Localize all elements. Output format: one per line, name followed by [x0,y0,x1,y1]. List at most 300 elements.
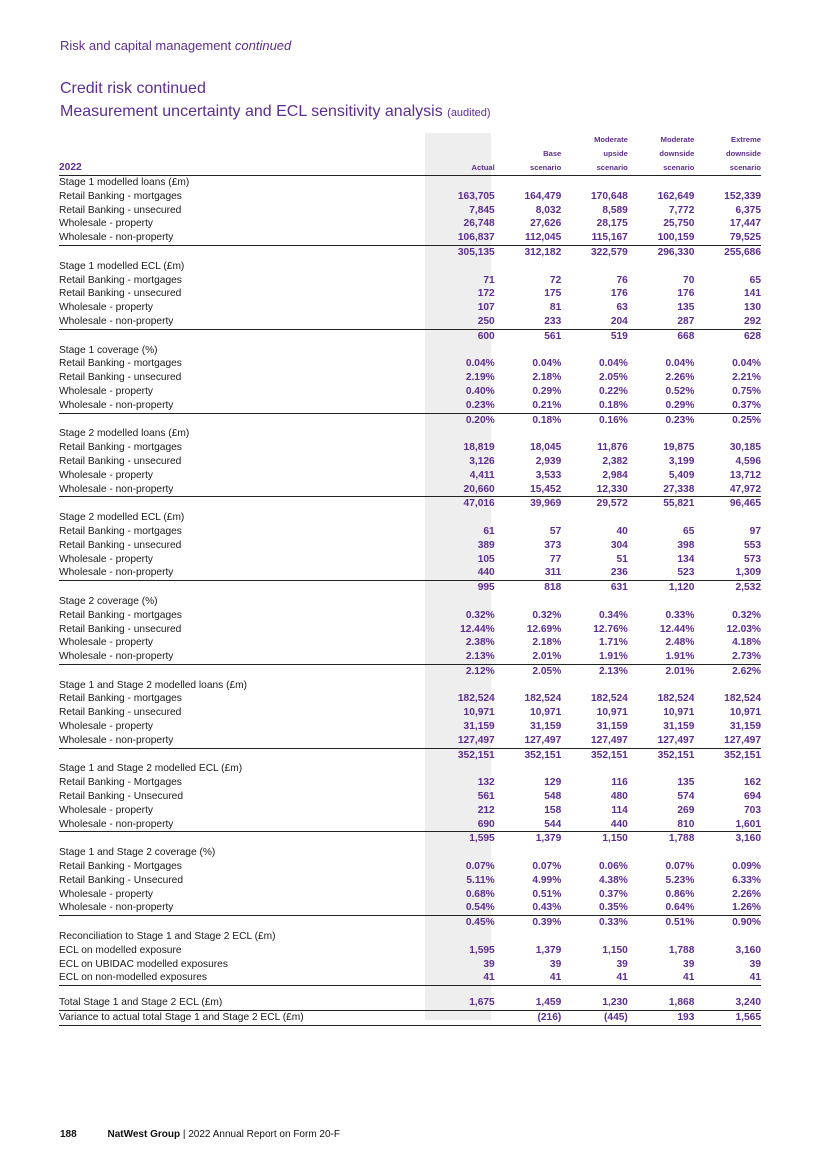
value-cell: 39 [483,958,495,970]
table-row [59,217,761,231]
table-row [59,525,761,539]
value-cell: 373 [544,539,562,551]
subtotal-cell: 0.39% [532,917,562,929]
empty-cell [694,427,761,441]
value-cell: 27,338 [628,483,695,497]
table-row [59,231,761,245]
value-cell: 311 [495,566,562,580]
subtotal-cell: 39,969 [530,498,562,510]
value-cell: 0.21% [495,399,562,413]
group-title-row [59,846,761,860]
subtotal-cell: 352,151 [591,749,628,761]
value-cell: 97 [749,525,761,537]
table-row [59,274,761,288]
subtotal-cell: 2,532 [735,582,761,594]
variance-cell: 193 [628,1011,695,1026]
reconciliation-row [59,944,761,958]
value-cell: 162 [744,777,761,789]
value-cell: 26,748 [463,218,495,230]
value-cell: 3,126 [469,455,495,467]
spacer-cell [428,986,495,997]
group-title: Stage 1 coverage (%) [59,344,158,356]
row-label: Retail Banking - mortgages [59,525,182,537]
value-cell: 0.29% [532,385,562,397]
value-cell: 127,497 [561,734,628,748]
row-label: Wholesale - non-property [59,231,428,245]
empty-cell [561,344,628,358]
subtotal-cell: 2.12% [465,665,495,677]
empty-cell [495,344,562,358]
value-cell: 4,411 [469,469,495,481]
subtotal-cell: 0.18% [532,414,562,426]
table-row [59,804,761,818]
value-cell: 7,845 [469,204,495,216]
subtotal-cell: 305,135 [457,246,495,258]
row-label: Wholesale - property [59,469,153,481]
empty-cell [495,427,562,441]
value-cell: 11,876 [597,442,628,454]
empty-cell [428,846,495,860]
value-cell: 39 [616,958,628,970]
value-cell: 0.86% [665,888,695,900]
table-row [59,455,761,469]
group-title: Stage 1 and Stage 2 modelled ECL (£m) [59,763,243,775]
table-row [59,776,761,790]
value-cell: 6.33% [732,874,761,886]
col-header-line2 [428,147,495,161]
group-title: Stage 1 modelled ECL (£m) [59,260,185,272]
empty-cell [428,260,495,274]
subtotal-row [59,413,761,427]
value-cell: 694 [744,791,761,803]
value-cell: 172 [477,288,495,300]
value-cell: 130 [744,302,761,314]
value-cell: 5,409 [668,469,695,481]
value-cell: 182,524 [457,693,495,705]
page-subtitle: Measurement uncertainty and ECL sensitivity analysis (audited) [60,103,491,120]
value-cell: 287 [628,315,695,329]
value-cell: 12.44% [659,623,695,635]
variance-cell: 1,565 [694,1011,761,1026]
value-cell: 2.01% [495,650,562,664]
value-cell: 57 [549,525,562,537]
spacer-cell [628,986,695,997]
value-cell: 40 [616,525,628,537]
value-cell: 0.23% [428,399,495,413]
variance-row [59,1011,761,1026]
value-cell: 18,045 [530,442,562,454]
subtotal-label [59,832,428,846]
value-cell: 107 [477,302,495,314]
empty-cell [495,511,562,525]
subtotal-label [59,413,428,427]
value-cell: 1,309 [694,566,761,580]
spacer-cell [495,986,562,997]
subtotal-cell: 1,150 [602,833,628,845]
row-label: Retail Banking - unsecured [59,204,182,216]
page-title: Credit risk continued [60,80,206,97]
group-title: Stage 1 modelled loans (£m) [59,177,190,188]
empty-cell [628,595,695,609]
subtotal-row [59,748,761,762]
value-cell: 1.26% [694,901,761,915]
group-title: Stage 2 modelled loans (£m) [59,428,190,440]
group-title-row [59,176,761,190]
subtotal-cell: 1,120 [668,582,695,594]
value-cell: 10,971 [729,707,761,719]
value-cell: 182,524 [724,693,761,705]
row-label: Wholesale - property [59,302,153,314]
value-cell: 135 [677,777,695,789]
row-label: Retail Banking - Mortgages [59,777,182,789]
empty-cell [428,427,495,441]
row-label: Wholesale - property [59,553,153,565]
audited-tag: (audited) [447,107,491,119]
value-cell: 3,199 [668,455,695,467]
value-cell: 182,524 [524,693,562,705]
col-header-line3: scenario [495,161,562,176]
subtotal-cell: 352,151 [657,749,695,761]
subtotal-cell: 0.23% [665,414,695,426]
empty-cell [628,427,695,441]
value-cell: 175 [544,288,562,300]
table-row [59,301,761,315]
empty-cell [694,176,761,190]
table-row [59,566,761,580]
value-cell: 0.37% [598,888,628,900]
value-cell: 31,159 [663,721,695,733]
spacer-row [59,986,761,997]
value-cell: 292 [694,315,761,329]
table-row [59,720,761,734]
empty-cell [561,176,628,190]
subtotal-cell: 29,572 [596,498,628,510]
subtotal-cell: 55,821 [663,498,695,510]
value-cell: 574 [677,791,695,803]
total-ecl-cell: 1,868 [628,996,695,1010]
value-cell: 8,589 [602,204,628,216]
value-cell: 164,479 [524,190,562,202]
value-cell: 0.37% [694,399,761,413]
value-cell: 3,533 [535,469,562,481]
row-label: Wholesale - property [59,888,153,900]
value-cell: 63 [616,302,628,314]
reconciliation-row [59,971,761,985]
empty-cell [628,679,695,693]
value-cell: 398 [677,539,695,551]
value-cell: 31,159 [463,721,495,733]
value-cell: 2.26% [665,372,695,384]
value-cell: 51 [616,553,628,565]
table-year: 2022 [59,161,428,176]
row-label: Retail Banking - mortgages [59,274,182,286]
table-row [59,539,761,553]
empty-cell [694,930,761,944]
value-cell: 116 [611,777,628,789]
value-cell: 77 [549,553,562,565]
spacer-cell [561,986,628,997]
subtotal-cell: 1,595 [469,833,495,845]
table-row [59,818,761,832]
subtotal-row [59,832,761,846]
value-cell: 135 [677,302,695,314]
value-cell: 0.07% [532,861,562,873]
value-cell: 0.33% [665,609,695,621]
row-label: Wholesale - property [59,804,153,816]
subtotal-cell: 818 [544,582,562,594]
empty-cell [561,846,628,860]
value-cell: 0.04% [598,358,628,370]
table-row [59,483,761,497]
variance-cell: (216) [495,1011,562,1026]
value-cell: 47,972 [694,483,761,497]
value-cell: 41 [428,971,495,985]
value-cell: 114 [611,804,628,816]
value-cell: 8,032 [535,204,562,216]
table-row [59,553,761,567]
empty-cell [628,260,695,274]
value-cell: 0.04% [665,358,695,370]
value-cell: 0.06% [598,861,628,873]
group-title-row [59,344,761,358]
table-row [59,860,761,874]
row-label: ECL on UBIDAC modelled exposures [59,958,228,970]
value-cell: 1,788 [668,944,695,956]
table-row [59,901,761,915]
value-cell: 0.75% [732,385,761,397]
value-cell: 0.32% [465,609,495,621]
subtotal-row [59,664,761,678]
value-cell: 1.91% [561,650,628,664]
empty-cell [428,679,495,693]
table-row [59,706,761,720]
brand-name: NatWest Group [107,1129,181,1140]
empty-cell [694,762,761,776]
table-row [59,399,761,413]
value-cell: 79,525 [694,231,761,245]
subtotal-row [59,581,761,595]
empty-cell [561,762,628,776]
subtotal-cell: 255,686 [724,246,761,258]
value-cell: 65 [749,274,761,286]
value-cell: 2,984 [602,469,628,481]
value-cell: 0.04% [732,358,761,370]
value-cell: 12.44% [460,623,495,635]
total-ecl-cell: 1,459 [495,996,562,1010]
value-cell: 0.32% [532,609,562,621]
value-cell: 31,159 [596,721,628,733]
value-cell: 112,045 [495,231,562,245]
subtotal-cell: 0.45% [465,917,495,929]
subtotal-cell: 352,151 [457,749,495,761]
subtotal-cell: 0.51% [665,917,695,929]
subtotal-cell: 0.16% [598,414,628,426]
reconciliation-title: Reconciliation to Stage 1 and Stage 2 ECL (£m) [59,931,276,943]
value-cell: 12.69% [526,623,562,635]
row-label: Retail Banking - Unsecured [59,791,184,803]
value-cell: 0.40% [465,385,495,397]
table-row [59,623,761,637]
row-label: Wholesale - non-property [59,399,428,413]
subtotal-label [59,245,428,259]
value-cell: 0.64% [628,901,695,915]
value-cell: 15,452 [495,483,562,497]
value-cell: 70 [683,274,695,286]
value-cell: 132 [477,777,495,789]
col-header-line1: Extreme [731,135,761,144]
subtotal-cell: 3,160 [735,833,761,845]
value-cell: 115,167 [561,231,628,245]
value-cell: 480 [610,791,628,803]
value-cell: 2,939 [535,455,562,467]
subtotal-row [59,329,761,343]
value-cell: 39 [683,958,695,970]
value-cell: 134 [677,553,695,565]
spacer-cell [59,986,428,997]
group-title: Stage 1 and Stage 2 coverage (%) [59,847,216,859]
empty-cell [694,679,761,693]
value-cell: 13,712 [729,469,761,481]
value-cell: 31,159 [729,721,761,733]
value-cell: 4.99% [532,874,562,886]
subtotal-cell: 2.05% [532,665,562,677]
value-cell: 31,159 [530,721,562,733]
group-title-row [59,511,761,525]
value-cell: 81 [549,302,562,314]
value-cell: 703 [744,804,761,816]
value-cell: 304 [610,539,628,551]
value-cell: 39 [549,958,562,970]
empty-cell [495,762,562,776]
value-cell: 0.07% [665,861,695,873]
row-label: Retail Banking - unsecured [59,539,182,551]
value-cell: 1.71% [598,637,628,649]
group-title: Stage 2 coverage (%) [59,595,158,607]
value-cell: 212 [477,804,495,816]
value-cell: 0.09% [732,861,761,873]
value-cell: 2.19% [465,372,495,384]
subtotal-label [59,329,428,343]
table-row [59,609,761,623]
subtotal-cell: 312,182 [524,246,562,258]
value-cell: 106,837 [428,231,495,245]
empty-cell [495,176,562,190]
subtotal-cell: 600 [477,330,495,342]
value-cell: 440 [561,818,628,832]
value-cell: 6,375 [735,204,761,216]
row-label: ECL on non-modelled exposures [59,971,428,985]
empty-cell [561,260,628,274]
value-cell: 27,626 [530,218,562,230]
page-footer [60,1129,340,1140]
subtotal-cell: 47,016 [463,498,495,510]
group-title: Stage 1 and Stage 2 modelled loans (£m) [59,679,248,691]
value-cell: 176 [677,288,695,300]
value-cell: 0.18% [561,399,628,413]
col-header-line2: downside [725,149,761,158]
empty-cell [428,344,495,358]
empty-cell [628,344,695,358]
value-cell: 4,596 [735,455,761,467]
subtotal-cell: 628 [744,330,761,342]
col-header-line3: Actual [428,161,495,176]
subtotal-row [59,916,761,930]
report-title: | 2022 Annual Report on Form 20-F [182,1129,340,1140]
value-cell: 10,971 [596,707,628,719]
subtotal-row [59,245,761,259]
col-header-line1: Moderate [660,135,695,144]
value-cell: 105 [477,553,495,565]
table-row [59,734,761,748]
row-label: Retail Banking - unsecured [59,623,182,635]
value-cell: 127,497 [495,734,562,748]
subtotal-cell: 96,465 [729,498,761,510]
empty-cell [694,344,761,358]
value-cell: 0.35% [561,901,628,915]
empty-cell [428,930,495,944]
subtotal-cell: 352,151 [724,749,761,761]
value-cell: 690 [428,818,495,832]
value-cell: 12,330 [561,483,628,497]
value-cell: 176 [610,288,628,300]
value-cell: 2.48% [665,637,695,649]
value-cell: 2.18% [532,372,562,384]
value-cell: 127,497 [428,734,495,748]
value-cell: 129 [544,777,562,789]
col-header-line3: scenario [694,161,761,176]
row-label: Wholesale - non-property [59,483,428,497]
empty-cell [495,846,562,860]
table-row [59,874,761,888]
subtotal-cell: 296,330 [657,246,695,258]
value-cell: 4.38% [598,874,628,886]
row-label: Retail Banking - mortgages [59,190,182,202]
subtotal-label [59,748,428,762]
table-row [59,888,761,902]
row-label: Retail Banking - unsecured [59,372,182,384]
empty-cell [495,595,562,609]
empty-cell [428,176,495,190]
value-cell: 18,819 [463,442,495,454]
row-label: Retail Banking - unsecured [59,455,182,467]
value-cell: 41 [628,971,695,985]
value-cell: 4.18% [732,637,761,649]
value-cell: 0.07% [465,861,495,873]
value-cell: 182,524 [657,693,695,705]
empty-cell [694,846,761,860]
total-ecl-row [59,996,761,1010]
row-label: Wholesale - property [59,637,153,649]
value-cell: 0.04% [532,358,562,370]
value-cell: 573 [744,553,761,565]
value-cell: 561 [477,791,495,803]
row-label: Retail Banking - mortgages [59,442,182,454]
table-row [59,441,761,455]
section-header: Risk and capital management continued [60,38,292,53]
value-cell: 152,339 [724,190,761,202]
value-cell: 28,175 [596,218,628,230]
value-cell: 2.73% [694,650,761,664]
subtotal-cell: 1,788 [668,833,695,845]
col-header-line3: scenario [628,161,695,176]
empty-cell [561,930,628,944]
header-row-1 [59,133,761,147]
value-cell: 236 [561,566,628,580]
value-cell: 100,159 [628,231,695,245]
empty-cell [694,595,761,609]
subtotal-cell: 631 [610,582,628,594]
reconciliation-row [59,958,761,972]
